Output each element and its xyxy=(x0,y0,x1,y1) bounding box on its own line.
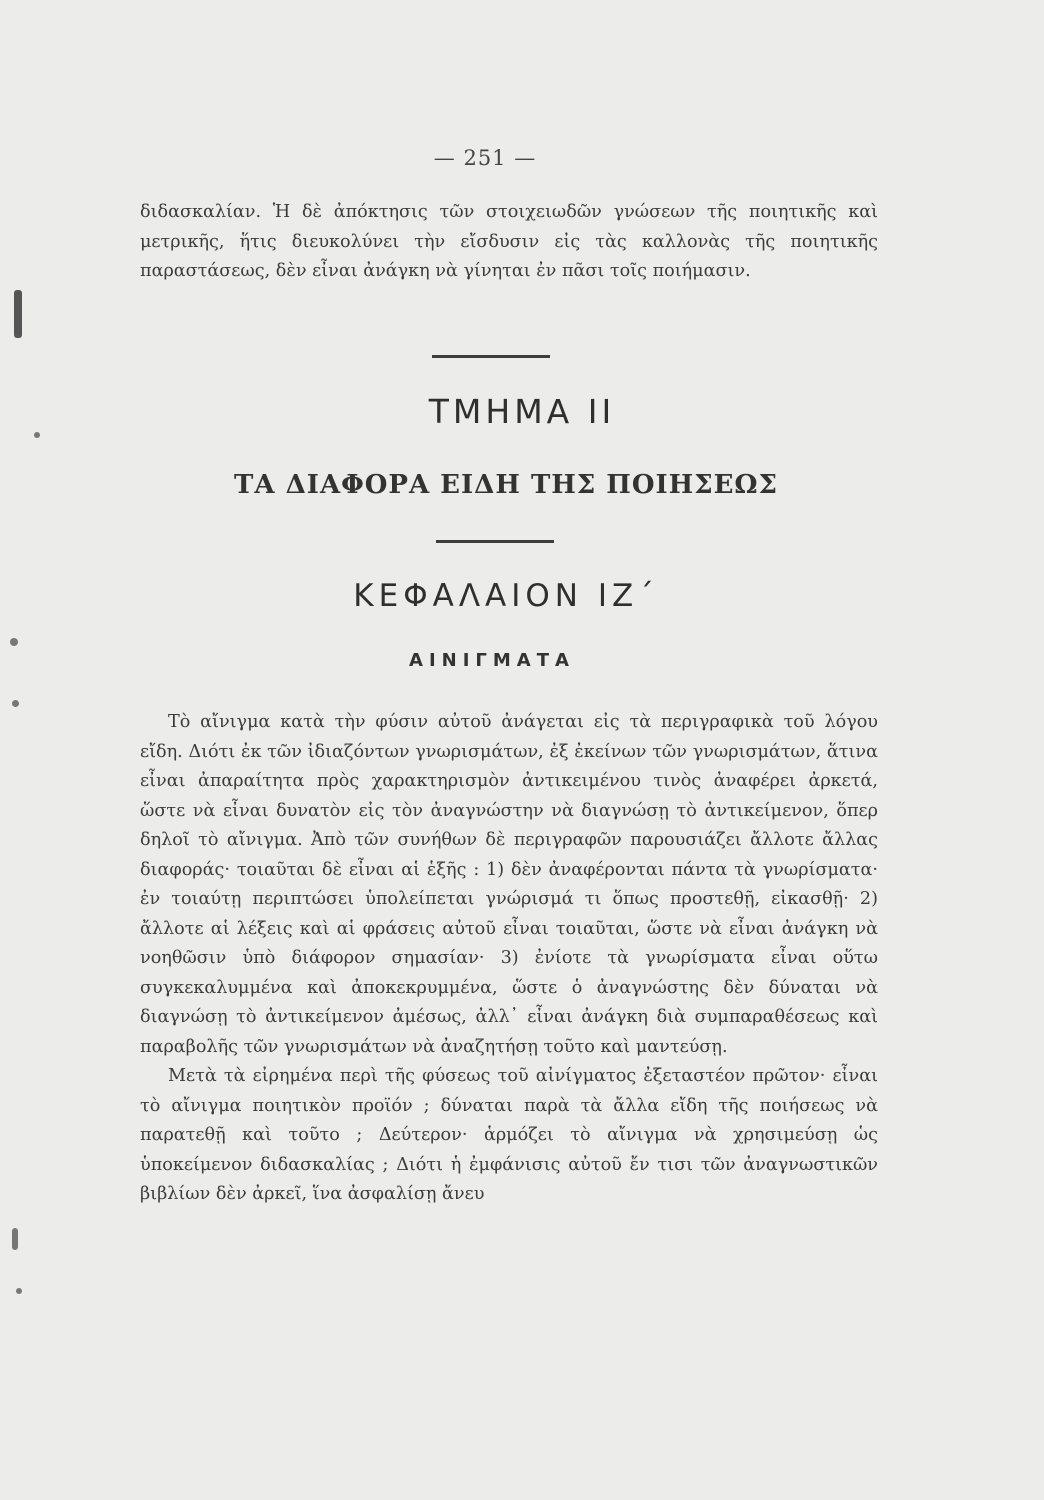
body-paragraph: Τὸ αἴνιγμα κατὰ τὴν φύσιν αὐτοῦ ἀνάγεται εἰς τὰ περιγραφικὰ τοῦ λόγου εἴδη. Διότι ἐκ τῶν ἰδιαζόντων γνωρισμάτων, ἐξ ἐκείνων τῶν γνωρισμάτων, ἅτινα εἶναι ἀπαραίτητα πρὸς χαρακτηρισμὸν ἀντικειμένου τινὸς ἀναφέρει ἀρκετά, ὥστε νὰ εἶναι δυνατὸν εἰς τὸν ἀναγνώστην νὰ διαγνώσῃ τὸ ἀντικείμενον, ὅπερ δηλοῖ τὸ αἴνιγμα. Ἀπὸ τῶν συνήθων δὲ περιγραφῶν παρουσιάζει ἄλλοτε ἄλλας διαφοράς· τοιαῦται δὲ εἶναι αἱ ἑξῆς : 1) δὲν ἀναφέρονται πάντα τὰ γνωρίσματα· ἐν τοιαύτῃ περιπτώσει ὑπολείπεται γνώρισμά τι ὅπως προστεθῇ, εἰκασθῇ· 2) ἄλλοτε αἱ λέξεις καὶ αἱ φράσεις αὐτοῦ εἶναι τοιαῦται, ὥστε νὰ εἶναι ἀνάγκη νὰ νοηθῶσιν ὑπὸ διάφορον σημασίαν· 3) ἐνίοτε τὰ γνωρίσματα εἶναι οὕτω συγκεκαλυμμένα καὶ ἀποκεκρυμμένα, ὥστε ὁ ἀναγνώστης δὲν δύναται νὰ διαγνώσῃ τὸ ἀντικείμενον ἀμέσως, ἀλλ᾽ εἶναι ἀνάγκη διὰ συμπαραθέσεως καὶ παραβολῆς τῶν γνωρισμάτων νὰ ἀναζητήσῃ τοῦτο καὶ μαντεύσῃ. xyxy=(140,712,878,1057)
chapter-title: ΑΙΝΙΓΜΑΤΑ xyxy=(409,650,575,671)
page-number: — 251 — xyxy=(433,146,537,170)
section-title: ΤΑ ΔΙΑΦΟΡΑ ΕΙΔΗ ΤΗΣ ΠΟΙΗΣΕΩΣ xyxy=(234,470,778,500)
margin-speck xyxy=(12,700,19,707)
intro-text xyxy=(140,198,878,287)
margin-speck xyxy=(12,1228,18,1250)
body-paragraph: Μετὰ τὰ εἰρημένα περὶ τῆς φύσεως τοῦ αἰνίγματος ἐξεταστέον πρῶτον· εἶναι τὸ αἴνιγμα ποιητικὸν προϊόν ; δύναται παρὰ τὰ ἄλλα εἴδη τῆς ποιήσεως νὰ παρατεθῇ καὶ τοῦτο ; Δεύτερον· ἁρμόζει τὸ αἴνιγμα νὰ χρησιμεύσῃ ὡς ὑποκείμενον διδασκαλίας ; Διότι ἡ ἐμφάνισις αὐτοῦ ἔν τισι τῶν ἀναγνωστικῶν βιβλίων δὲν ἀρκεῖ, ἵνα ἀσφαλίσῃ ἄνευ xyxy=(140,1066,878,1204)
divider-rule xyxy=(432,355,550,358)
intro-paragraph: διδασκαλίαν. Ἡ δὲ ἀπόκτησις τῶν στοιχειωδῶν γνώσεων τῆς ποιητικῆς καὶ μετρικῆς, ἥτις διευκολύνει τὴν εἴσδυσιν εἰς τὰς καλλονὰς τῆς ποιητικῆς παραστάσεως, δὲν εἶναι ἀνάγκη νὰ γίνηται ἐν πᾶσι τοῖς ποιήμασιν. xyxy=(140,202,878,281)
chapter-body xyxy=(140,708,878,1210)
margin-speck xyxy=(16,1288,22,1294)
divider-rule xyxy=(436,540,554,543)
margin-speck xyxy=(10,638,18,646)
margin-speck xyxy=(34,432,40,438)
section-heading: ΤΜΗΜΑ ΙΙ xyxy=(428,392,616,431)
chapter-heading: ΚΕΦΑΛΑΙΟΝ ΙΖ΄ xyxy=(353,578,659,614)
margin-speck xyxy=(14,290,22,338)
